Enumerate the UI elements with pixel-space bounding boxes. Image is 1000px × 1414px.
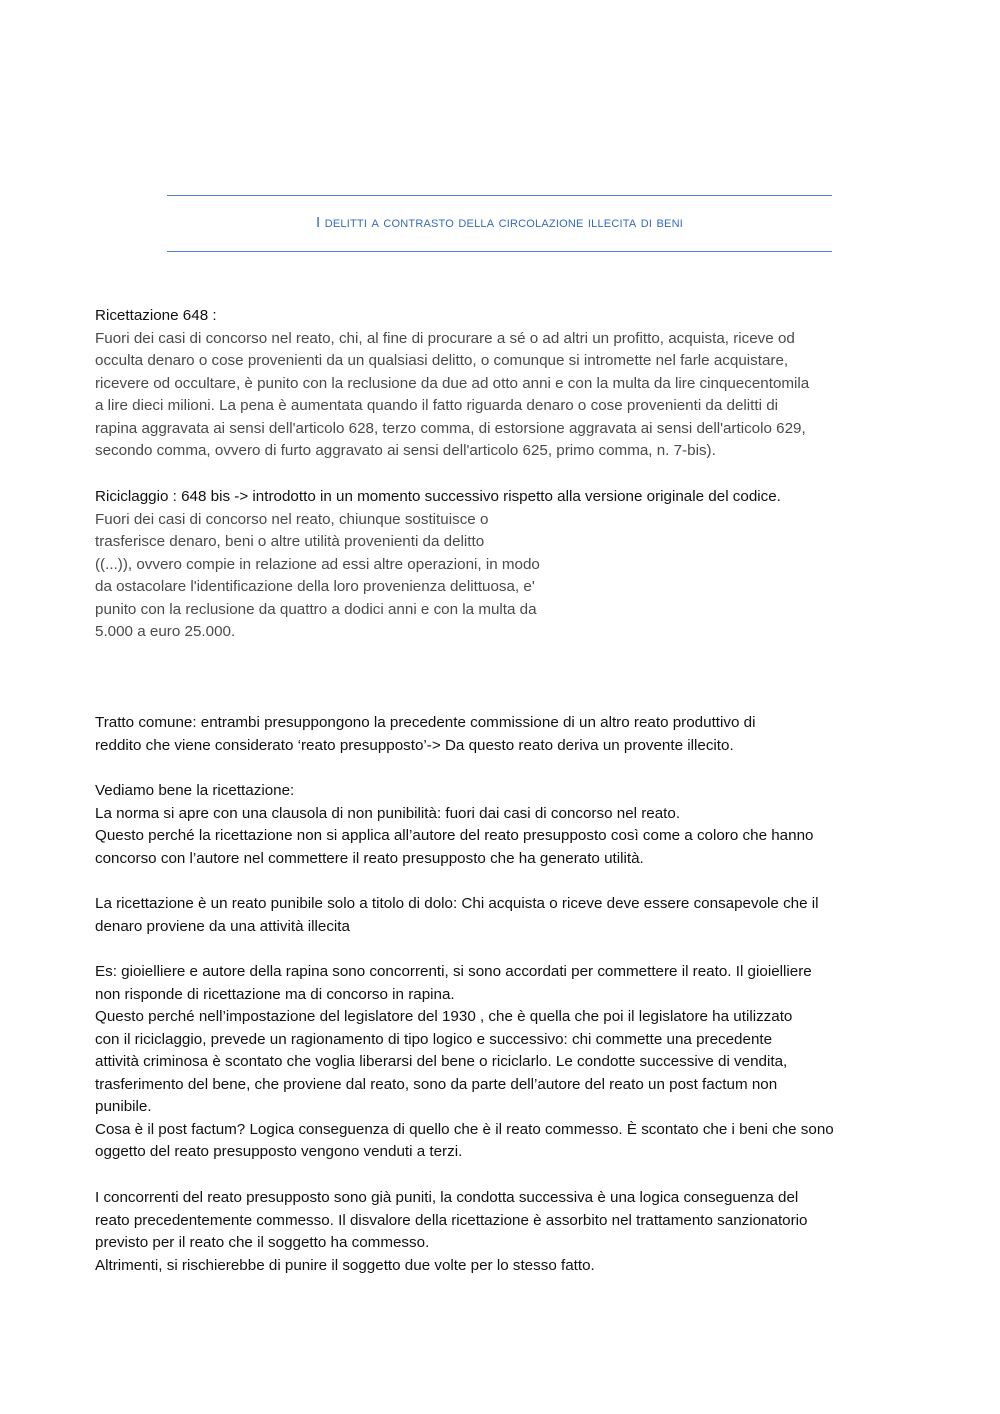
body-text-line: trasferimento del bene, che proviene dal reato, sono da parte dell’autore del reato un post factum non [95,1075,778,1093]
body-text-line: concorso con l’autore nel commettere il reato presupposto che ha generato utilità. [95,849,644,867]
paragraph-concorrenti [95,1187,915,1277]
paragraph-esempio [95,961,915,1164]
law-text-line: punito con la reclusione da quattro a dodici anni e con la multa da [95,600,537,618]
law-text-line: 5.000 a euro 25.000. [95,623,236,640]
body-text-line: reato precedentemente commesso. Il disvalore della ricettazione è assorbito nel trattamento sanzionatorio [95,1211,808,1229]
law-text-line: trasferisce denaro, beni o altre utilità provenienti da delitto [95,533,485,550]
body-text-line: Tratto comune: entrambi presuppongono la precedente commissione di un altro reato produttivo di [95,714,756,731]
body-text-line: reddito che viene considerato ‘reato presupposto’-> Da questo reato deriva un provente illecito. [95,736,734,754]
law-text-line: Fuori dei casi di concorso nel reato, chi, al fine di procurare a sé o ad altri un profitto, acquista, riceve od [95,329,795,347]
section-heading: Ricettazione 648 : [95,307,217,324]
body-text-line: attività criminosa è scontato che voglia liberarsi del bene o riciclarlo. Le condotte successive di vendita, [95,1053,788,1070]
body-text-line: previsto per il reato che il soggetto ha commesso. [95,1234,430,1251]
body-text-line: non risponde di ricettazione ma di concorso in rapina. [95,985,455,1003]
body-text-line: Vediamo bene la ricettazione: [95,782,295,799]
body-text-line: I concorrenti del reato presupposto sono già puniti, la condotta successiva è una logica conseguenza del [95,1189,799,1206]
law-text-line: secondo comma, ovvero di furto aggravato ai sensi dell'articolo 625, primo comma, n. 7-bis). [95,442,716,459]
law-text-line: Fuori dei casi di concorso nel reato, chiunque sostituisce o [95,510,489,528]
body-text-line: con il riciclaggio, prevede un ragionamento di tipo logico e successivo: chi commette una precedente [95,1030,773,1048]
body-text-line: Questo perché la ricettazione non si applica all’autore del reato presupposto così come a coloro che hanno [95,827,814,844]
paragraph-dolo [95,893,915,938]
law-text-line: ((...)), ovvero compie in relazione ad essi altre operazioni, in modo [95,555,540,573]
paragraph-tratto-comune [95,712,915,757]
law-text-line: rapina aggravata ai sensi dell'articolo 628, terzo comma, di estorsione aggravata ai sensi dell'articolo 629, [95,419,806,437]
page-title: I delitti a contrasto della circolazione illecita di beni [316,214,683,231]
law-text-line: a lire dieci milioni. La pena è aumentata quando il fatto riguarda denaro o cose provenienti da delitti di [95,397,779,414]
body-text-line: punibile. [95,1098,152,1115]
law-text-line: da ostacolare l'identificazione della loro provenienza delittuosa, e' [95,578,535,595]
section-heading: Riciclaggio : 648 bis -> introdotto in un momento successivo rispetto alla versione originale del codice. [95,488,781,505]
body-text-line: Es: gioielliere e autore della rapina sono concorrenti, si sono accordati per commettere il reato. Il gioielliere [95,963,812,980]
paragraph-vediamo [95,780,915,870]
body-text-line: denaro proviene da una attività illecita [95,917,350,935]
body-text-line: La ricettazione è un reato punibile solo a titolo di dolo: Chi acquista o riceve deve essere consapevole che il [95,895,819,912]
body-text-line: Questo perché nell’impostazione del legislatore del 1930 , che è quella che poi il legislatore ha utilizzato [95,1008,793,1025]
body-text-line: Cosa è il post factum? Logica conseguenza di quello che è il reato commesso. È scontato che i beni che sono [95,1120,834,1138]
body-text-line: La norma si apre con una clausola di non punibilità: fuori dai casi di concorso nel reato. [95,804,681,822]
law-text-line: occulta denaro o cose provenienti da un qualsiasi delitto, o comunque si intromette nel farle acquistare, [95,352,789,369]
header-top-rule [167,195,832,196]
header-bottom-rule [167,251,832,252]
body-text-line: oggetto del reato presupposto vengono venduti a terzi. [95,1143,463,1160]
law-text-line: ricevere od occultare, è punito con la reclusione da due ad otto anni e con la multa da lire cinquecentomila [95,374,810,392]
section-riciclaggio [95,486,915,644]
body-text-line: Altrimenti, si rischierebbe di punire il soggetto due volte per lo stesso fatto. [95,1256,595,1274]
section-ricettazione [95,305,915,463]
